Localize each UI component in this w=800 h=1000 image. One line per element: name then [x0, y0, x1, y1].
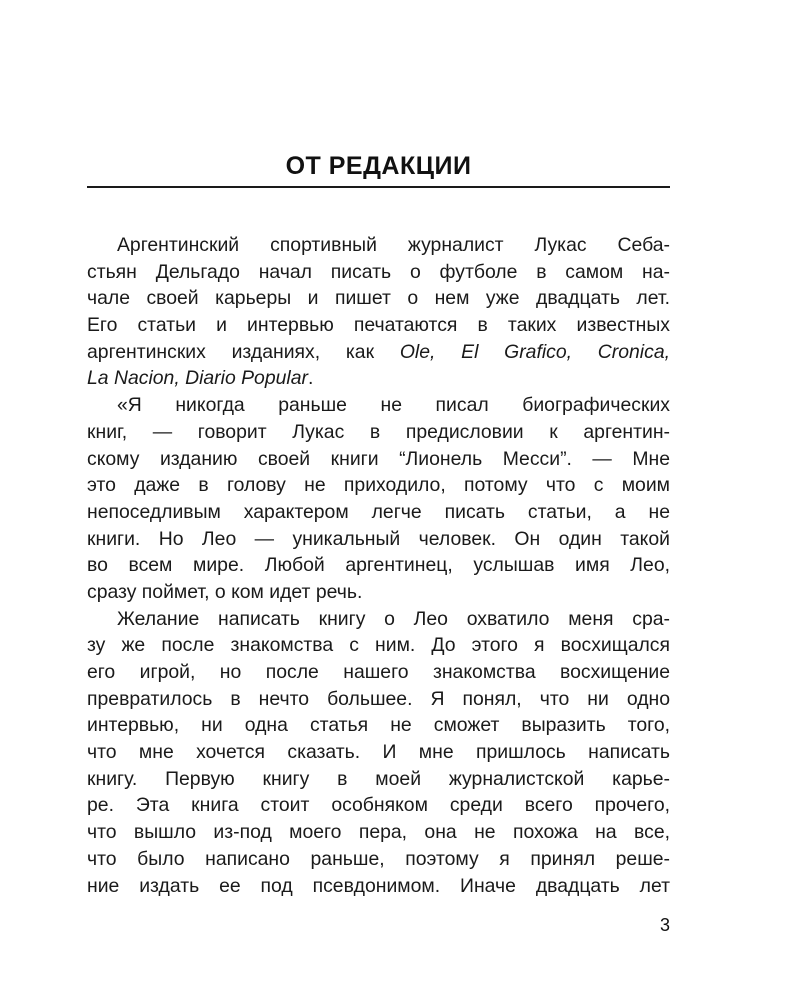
- text-segment: интервью, ни одна статья не сможет выразить того,: [87, 714, 670, 737]
- text-line: [87, 739, 670, 766]
- text-line: [87, 392, 670, 419]
- text-line: [87, 312, 670, 339]
- heading-rule: [87, 186, 670, 188]
- text-line: [87, 232, 670, 259]
- text-segment: книгу. Первую книгу в моей журналистской карье-: [87, 767, 670, 790]
- text-segment: ние издать ее под псевдонимом. Иначе двадцать лет: [87, 874, 670, 897]
- text-segment: превратилось в нечто большее. Я понял, что ни одно: [87, 687, 670, 710]
- italic-text: La Nacion, Diario Popular: [87, 367, 308, 390]
- text-line: [87, 873, 670, 900]
- text-segment: .: [307, 367, 314, 390]
- paragraph: [87, 392, 670, 606]
- text-line: [87, 712, 670, 739]
- text-line: [87, 632, 670, 659]
- text-line: [87, 606, 670, 633]
- paragraph: [87, 606, 670, 900]
- text-line: [87, 259, 670, 286]
- text-line: [87, 339, 670, 366]
- text-segment: его игрой, но после нашего знакомства восхищение: [87, 661, 670, 683]
- paragraph: [87, 232, 670, 392]
- page-number: 3: [659, 915, 670, 935]
- text-line: [87, 419, 670, 446]
- text-segment: сразу поймет, о ком идет речь.: [87, 580, 363, 603]
- text-segment: во всем мире. Любой аргентинец, услышав имя Лео,: [87, 554, 670, 577]
- text-segment: чале своей карьеры и пишет о нем уже двадцать лет.: [87, 287, 670, 310]
- text-segment: скому изданию своей книги “Лионель Месси”. — Мне: [87, 447, 670, 470]
- text-line: [87, 472, 670, 499]
- text-line: [87, 365, 670, 392]
- italic-text: Ole, El Grafico, Cronica,: [399, 340, 670, 363]
- text-segment: ре. Эта книга стоит особняком среди всего прочего,: [87, 794, 670, 817]
- text-line: [87, 285, 670, 312]
- text-segment: Желание написать книгу о Лео охватило меня сра-: [117, 607, 670, 630]
- text-segment: непоседливым характером легче писать статьи, а не: [87, 500, 670, 523]
- body-text: [87, 232, 670, 899]
- text-segment: зу же после знакомства с ним. До этого я восхищался: [87, 634, 670, 657]
- text-line: [87, 686, 670, 713]
- text-segment: книги. Но Лео — уникальный человек. Он один такой: [87, 527, 670, 550]
- page-heading: ОТ РЕДАКЦИИ: [285, 152, 472, 180]
- text-line: [87, 552, 670, 579]
- text-segment: стьян Дельгадо начал писать о футболе в самом на-: [87, 260, 670, 283]
- text-line: [87, 846, 670, 873]
- text-line: [87, 499, 670, 526]
- text-line: [87, 819, 670, 846]
- text-segment: что вышло из-под моего пера, она не похожа на все,: [87, 821, 670, 844]
- text-line: [87, 792, 670, 819]
- text-line: [87, 526, 670, 553]
- text-line: [87, 446, 670, 473]
- text-segment: что мне хочется сказать. И мне пришлось написать: [87, 741, 670, 764]
- text-segment: книг, — говорит Лукас в предисловии к аргентин-: [87, 420, 670, 443]
- text-segment: Аргентинский спортивный журналист Лукас Себа-: [117, 234, 670, 256]
- text-segment: аргентинских изданиях, как: [87, 340, 400, 363]
- text-segment: Его статьи и интервью печатаются в таких известных: [87, 314, 670, 337]
- text-segment: это даже в голову не приходило, потому что с моим: [87, 474, 670, 497]
- text-line: [87, 659, 670, 686]
- text-line: [87, 579, 670, 606]
- text-line: [87, 766, 670, 793]
- text-segment: что было написано раньше, поэтому я принял реше-: [87, 847, 670, 870]
- text-segment: «Я никогда раньше не писал биографических: [117, 394, 670, 417]
